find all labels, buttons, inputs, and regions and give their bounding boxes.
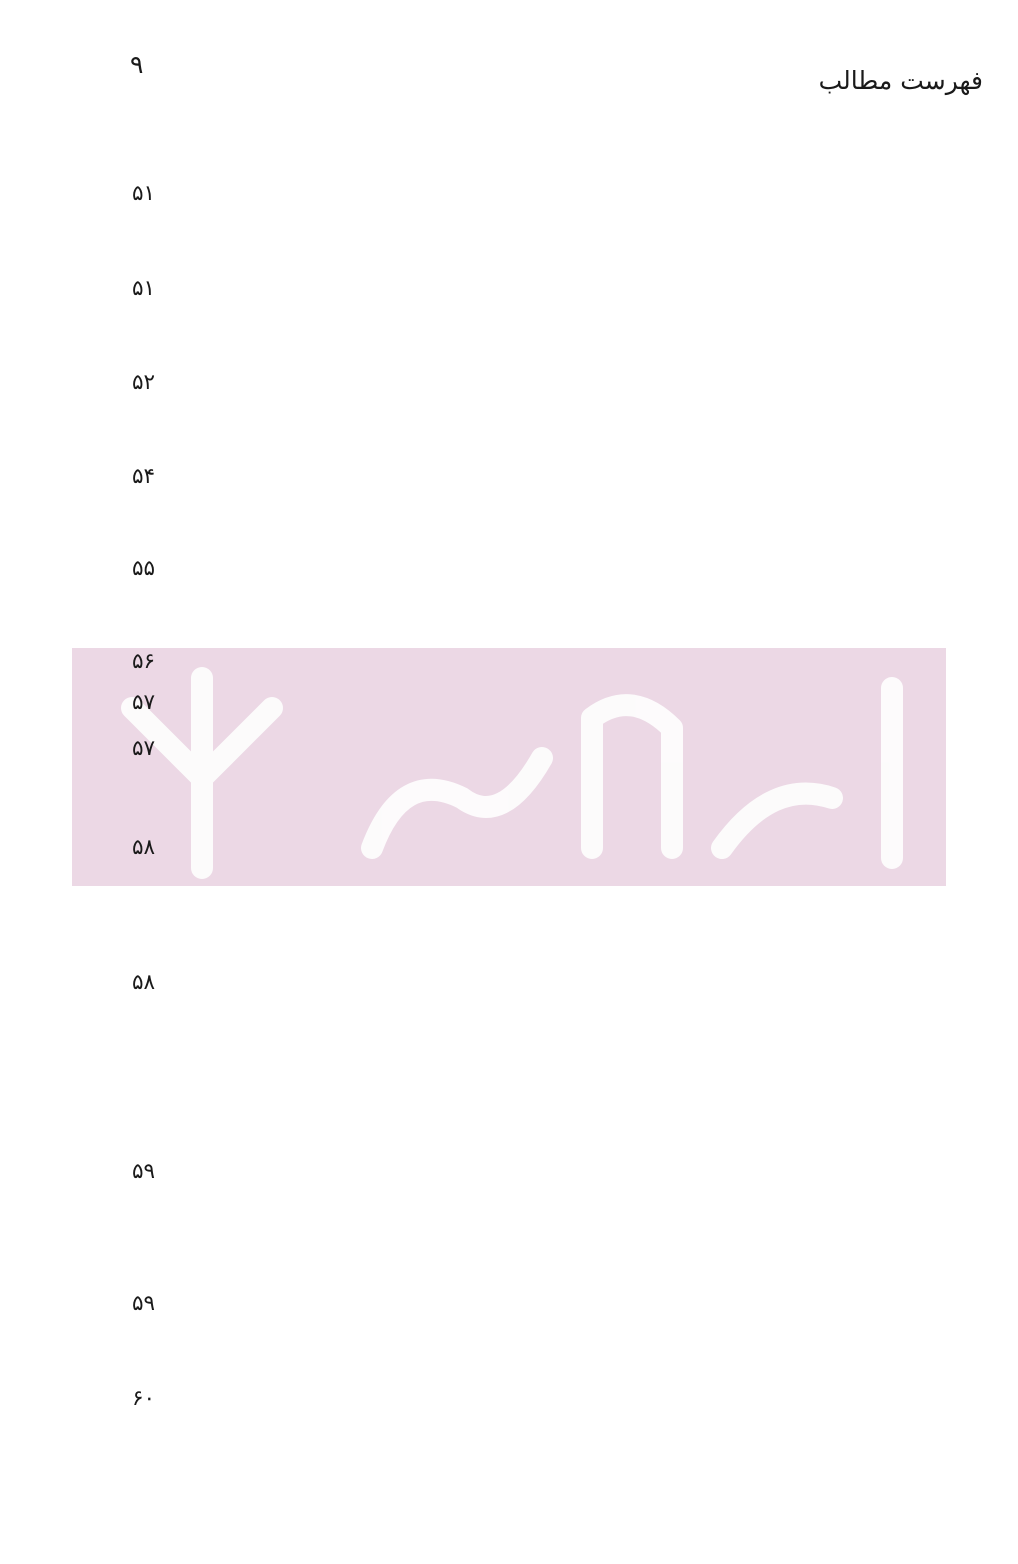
toc-page-number: ۵۴ <box>132 464 156 489</box>
toc-page-number: ۵۷ <box>132 690 156 715</box>
toc-page-number: ۵۸ <box>132 970 156 995</box>
toc-page-number: ۵۸ <box>132 835 156 860</box>
toc-page-number: ۵۹ <box>132 1159 156 1184</box>
watermark-logo-icon <box>72 648 946 886</box>
toc-page-number: ۵۹ <box>132 1291 156 1316</box>
toc-page-number: ۵۱ <box>132 181 156 206</box>
toc-page-number: ۵۱ <box>132 276 156 301</box>
toc-page-number: ۵۵ <box>132 556 156 581</box>
toc-page-number: ۵۷ <box>132 736 156 761</box>
page-number: ۹ <box>130 50 144 79</box>
toc-page-number: ۵۲ <box>132 370 156 395</box>
watermark-logo <box>72 648 946 886</box>
running-head: فهرست مطالب <box>818 66 983 95</box>
toc-page-number: ۵۶ <box>132 649 156 674</box>
toc-page-number: ۶۰ <box>132 1386 156 1411</box>
